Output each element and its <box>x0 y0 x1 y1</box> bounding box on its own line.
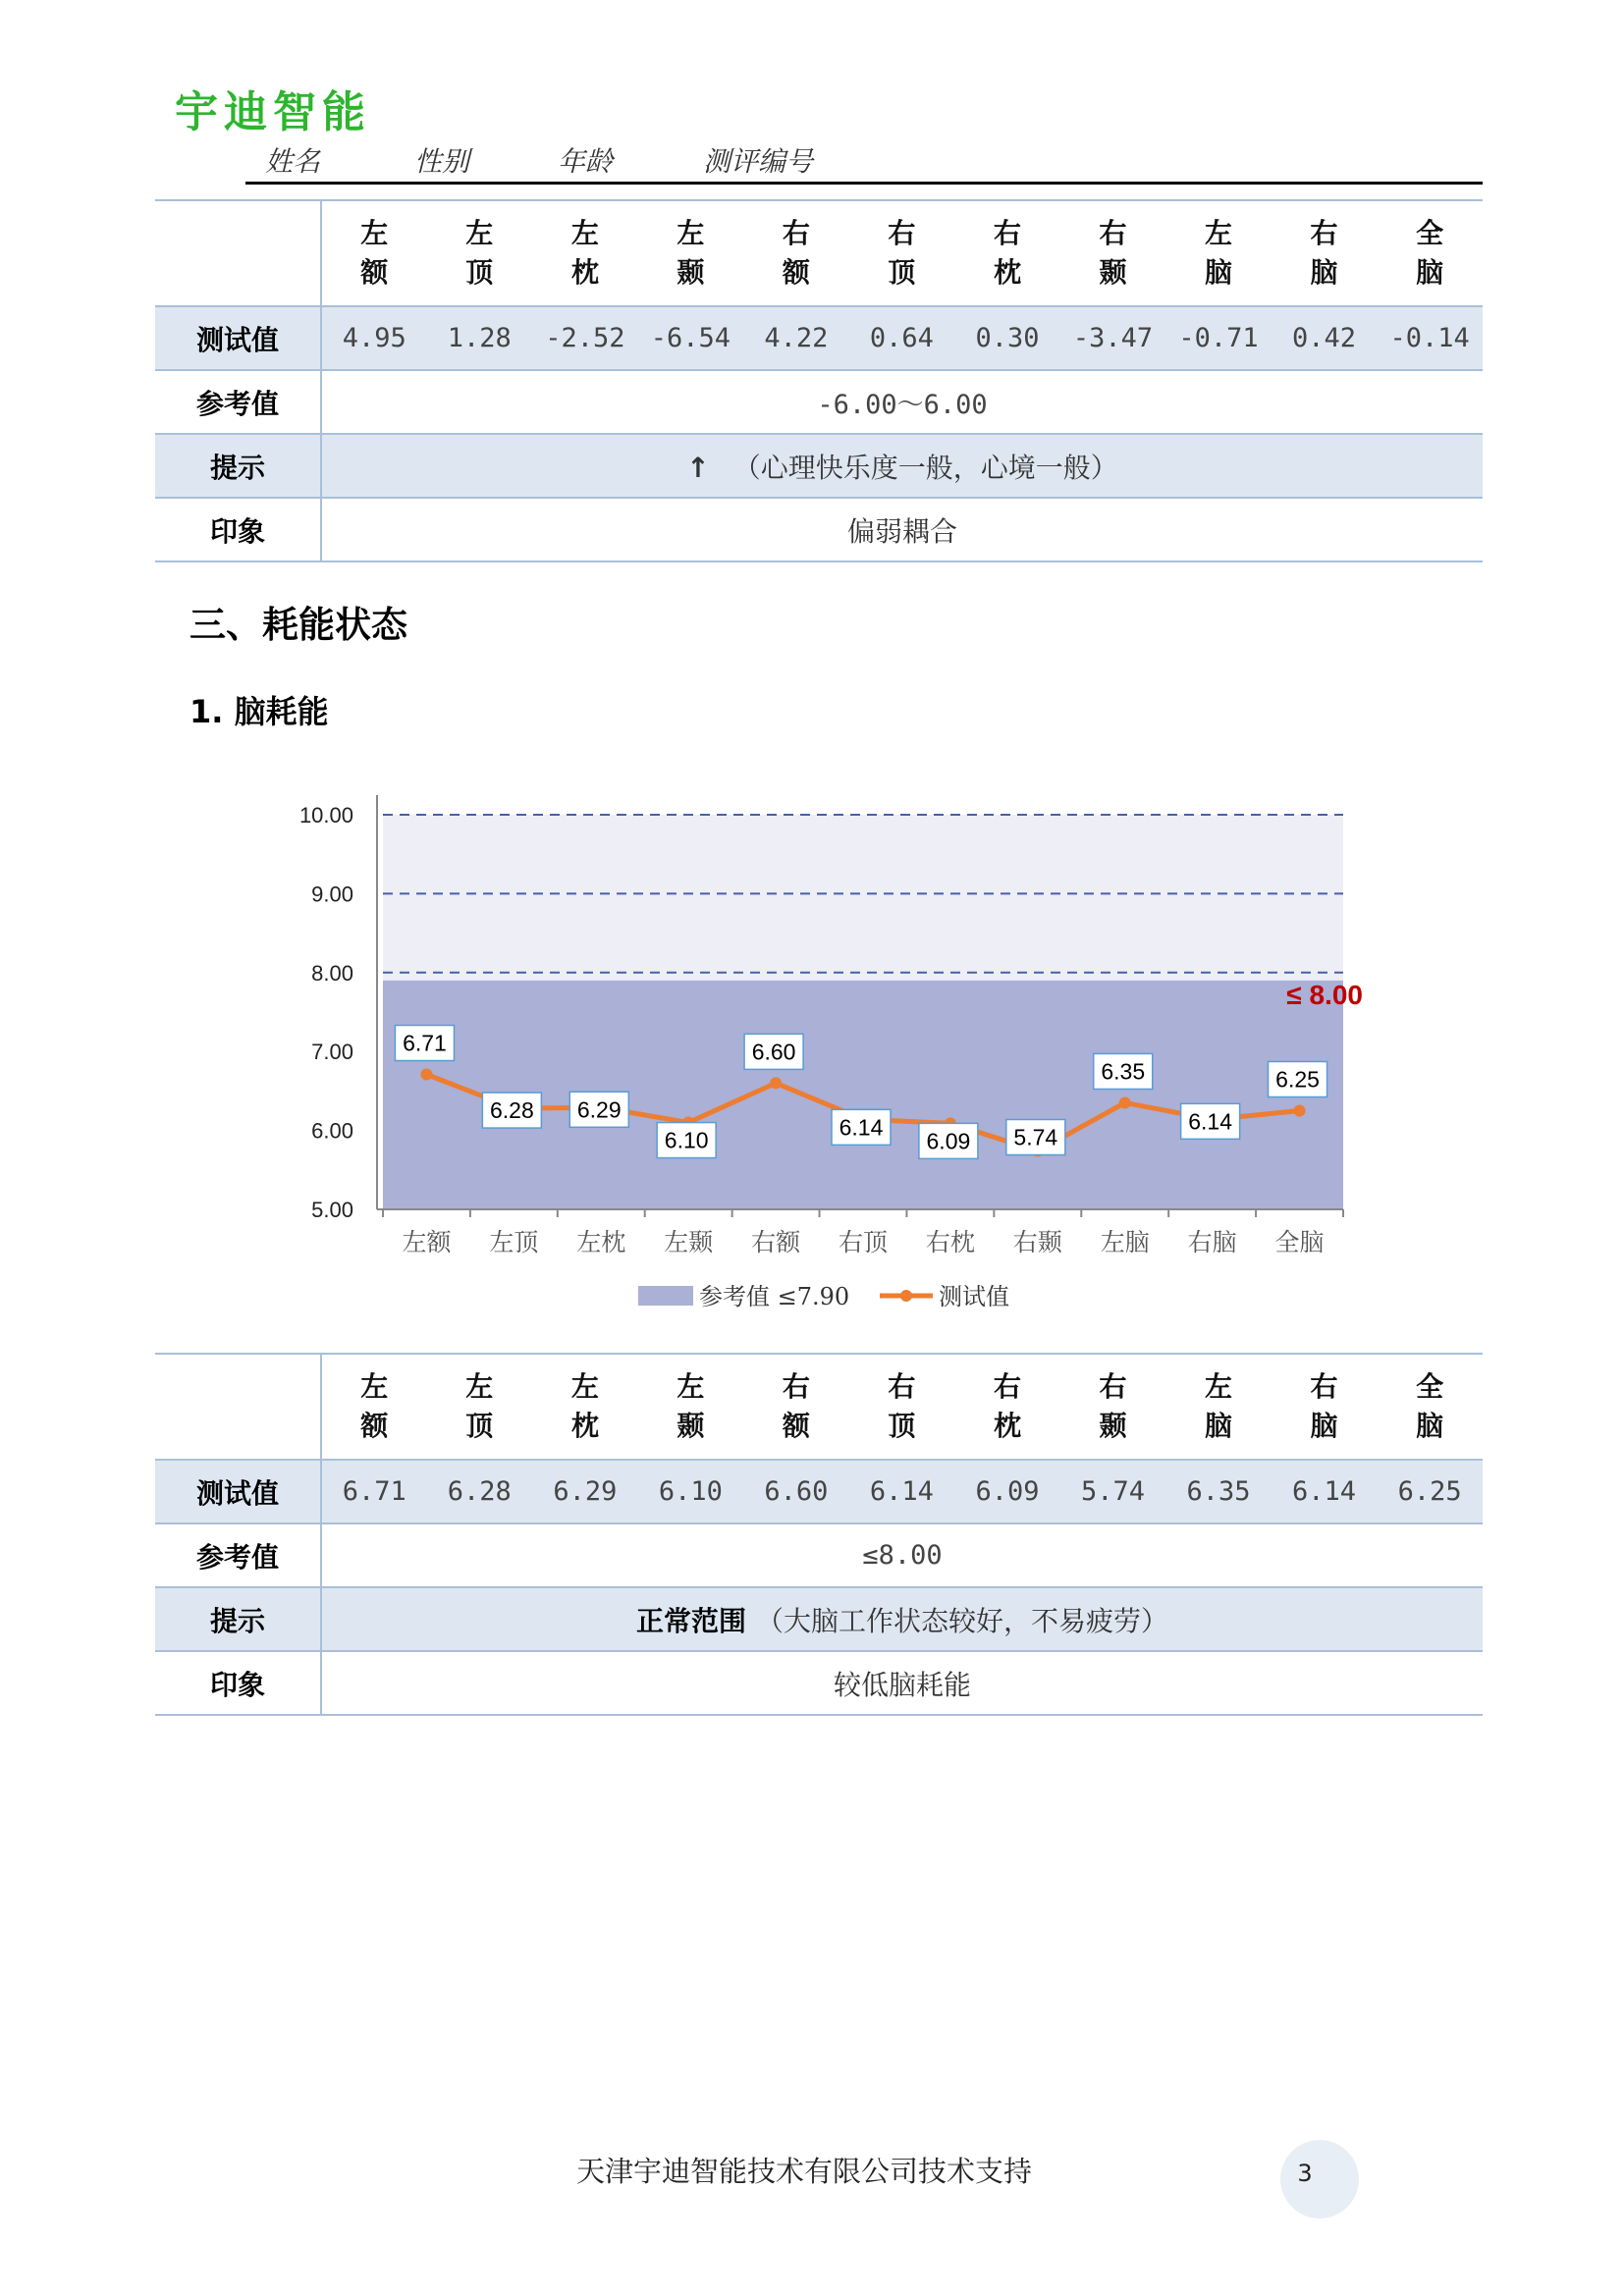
y-tick-label: 5.00 <box>311 1198 353 1222</box>
x-tick-label: 右顶 <box>838 1228 889 1256</box>
subsection-title: 1. 脑耗能 <box>189 693 329 730</box>
test-value-cell: 6.60 <box>743 1460 849 1523</box>
x-tick-label: 右颞 <box>1012 1228 1062 1256</box>
hint-status: 正常范围 <box>635 1604 746 1637</box>
header-age-field: 年龄 <box>558 145 614 178</box>
data-point <box>420 1069 432 1081</box>
region-header: 右 顶 <box>849 200 955 306</box>
region-header: 左 额 <box>321 1354 427 1460</box>
x-tick-label: 全脑 <box>1274 1228 1325 1256</box>
test-value-cell: -3.47 <box>1060 306 1166 370</box>
corner-cell <box>155 200 321 306</box>
region-header: 左 顶 <box>427 200 533 306</box>
row-label: 参考值 <box>155 370 321 434</box>
y-tick-label: 7.00 <box>311 1040 353 1065</box>
row-label: 提示 <box>155 434 321 498</box>
region-header: 左 脑 <box>1165 200 1272 306</box>
y-tick-label: 8.00 <box>311 960 353 986</box>
data-point <box>770 1077 782 1089</box>
row-label: 印象 <box>155 1651 321 1715</box>
row-label: 提示 <box>155 1587 321 1651</box>
section-title: 三、耗能状态 <box>189 604 407 646</box>
region-header: 左 颞 <box>638 1354 744 1460</box>
x-tick-label: 左脑 <box>1100 1228 1150 1256</box>
test-value-row <box>155 306 1483 370</box>
row-label: 测试值 <box>155 1460 321 1523</box>
hint-row <box>155 434 1483 498</box>
header-gender-field: 性别 <box>414 145 470 178</box>
hint-row <box>155 1587 1483 1651</box>
data-label: 6.25 <box>1275 1066 1320 1093</box>
reference-row <box>155 1523 1483 1587</box>
region-header: 左 颞 <box>638 200 744 306</box>
hint-text: （大脑工作状态较好，不易疲劳） <box>756 1604 1169 1637</box>
legend-line-marker <box>900 1290 912 1302</box>
data-label: 6.60 <box>751 1039 796 1065</box>
footer-text: 天津宇迪智能技术有限公司技术支持 <box>575 2155 1032 2188</box>
x-tick-label: 左颞 <box>664 1228 714 1256</box>
reference-row <box>155 370 1483 434</box>
data-label: 6.09 <box>926 1128 971 1154</box>
brain-energy-chart <box>265 766 1394 1325</box>
region-header: 右 脑 <box>1272 1354 1378 1460</box>
x-tick-label: 左顶 <box>489 1228 539 1256</box>
region-header-row <box>155 200 1483 306</box>
region-header: 左 枕 <box>532 200 638 306</box>
region-header: 右 枕 <box>954 1354 1060 1460</box>
row-label: 测试值 <box>155 306 321 370</box>
test-value-cell: 5.74 <box>1060 1460 1166 1523</box>
test-value-row <box>155 1460 1483 1523</box>
data-label: 6.35 <box>1101 1058 1146 1085</box>
test-value-cell: 6.10 <box>638 1460 744 1523</box>
y-tick-label: 9.00 <box>311 881 353 907</box>
legend-band-label: 参考值 ≤7.90 <box>699 1283 850 1310</box>
test-value-cell: -6.54 <box>638 306 744 370</box>
x-tick-label: 右额 <box>751 1228 801 1256</box>
region-header: 全 脑 <box>1377 200 1483 306</box>
data-point <box>1294 1105 1306 1117</box>
x-tick-label: 左枕 <box>576 1228 626 1256</box>
impression-row <box>155 498 1483 561</box>
test-value-cell: 6.14 <box>849 1460 955 1523</box>
coupling-table <box>155 199 1483 562</box>
test-value-cell: 6.25 <box>1377 1460 1483 1523</box>
chart-legend <box>638 1283 1009 1310</box>
test-value-cell: 0.30 <box>954 306 1060 370</box>
hint-cell <box>321 434 1483 498</box>
y-tick-label: 10.00 <box>298 803 353 828</box>
up-arrow-icon: ↑ <box>686 451 710 484</box>
reference-cell: ≤8.00 <box>321 1523 1483 1587</box>
data-label: 6.71 <box>403 1030 447 1056</box>
test-value-cell: 6.14 <box>1272 1460 1378 1523</box>
region-header: 右 脑 <box>1272 200 1378 306</box>
region-header: 左 额 <box>321 200 427 306</box>
data-label: 6.14 <box>839 1114 884 1141</box>
reference-cell: -6.00～6.00 <box>321 370 1483 434</box>
test-value-cell: 6.09 <box>954 1460 1060 1523</box>
y-tick-label: 6.00 <box>311 1118 353 1144</box>
region-header: 右 颞 <box>1060 200 1166 306</box>
data-label: 5.74 <box>1013 1124 1058 1150</box>
test-value-cell: 6.28 <box>427 1460 533 1523</box>
region-header-row <box>155 1354 1483 1460</box>
impression-cell: 较低脑耗能 <box>321 1651 1483 1715</box>
data-label: 6.10 <box>664 1127 709 1153</box>
region-header: 右 额 <box>743 200 849 306</box>
data-label: 6.14 <box>1188 1108 1233 1135</box>
data-label: 6.29 <box>576 1096 622 1123</box>
test-value-cell: -2.52 <box>532 306 638 370</box>
region-header: 全 脑 <box>1377 1354 1483 1460</box>
test-value-cell: 4.22 <box>743 306 849 370</box>
page-number: 3 <box>1297 2160 1313 2187</box>
x-tick-label: 左额 <box>402 1228 452 1256</box>
impression-row <box>155 1651 1483 1715</box>
test-value-cell: 6.35 <box>1165 1460 1272 1523</box>
header-name-field: 姓名 <box>265 145 321 178</box>
impression-cell: 偏弱耦合 <box>321 498 1483 561</box>
corner-cell <box>155 1354 321 1460</box>
region-header: 左 顶 <box>427 1354 533 1460</box>
header-id-field: 测评编号 <box>703 145 814 178</box>
x-tick-label: 右枕 <box>925 1228 975 1256</box>
row-label: 印象 <box>155 498 321 561</box>
hint-text: （心理快乐度一般，心境一般） <box>732 451 1118 484</box>
region-header: 右 顶 <box>849 1354 955 1460</box>
data-label: 6.28 <box>489 1097 534 1124</box>
brand-logo: 宇迪智能 <box>175 87 371 137</box>
test-value-cell: 4.95 <box>321 306 427 370</box>
hint-cell <box>321 1587 1483 1651</box>
region-header: 右 枕 <box>954 200 1060 306</box>
test-value-cell: 0.64 <box>849 306 955 370</box>
region-header: 右 额 <box>743 1354 849 1460</box>
energy-table <box>155 1353 1483 1716</box>
test-value-cell: -0.14 <box>1377 306 1483 370</box>
region-header: 右 颞 <box>1060 1354 1166 1460</box>
header-fields <box>245 140 1483 185</box>
test-value-cell: -0.71 <box>1165 306 1272 370</box>
row-label: 参考值 <box>155 1523 321 1587</box>
test-value-cell: 0.42 <box>1272 306 1378 370</box>
region-header: 左 枕 <box>532 1354 638 1460</box>
data-point <box>1119 1096 1131 1108</box>
x-tick-label: 右脑 <box>1187 1228 1237 1256</box>
test-value-cell: 6.29 <box>532 1460 638 1523</box>
threshold-annotation: ≤ 8.00 <box>1286 979 1363 1010</box>
legend-series-label: 测试值 <box>939 1283 1009 1310</box>
region-header: 左 脑 <box>1165 1354 1272 1460</box>
test-value-cell: 1.28 <box>427 306 533 370</box>
test-value-cell: 6.71 <box>321 1460 427 1523</box>
legend-band-swatch <box>638 1286 693 1306</box>
